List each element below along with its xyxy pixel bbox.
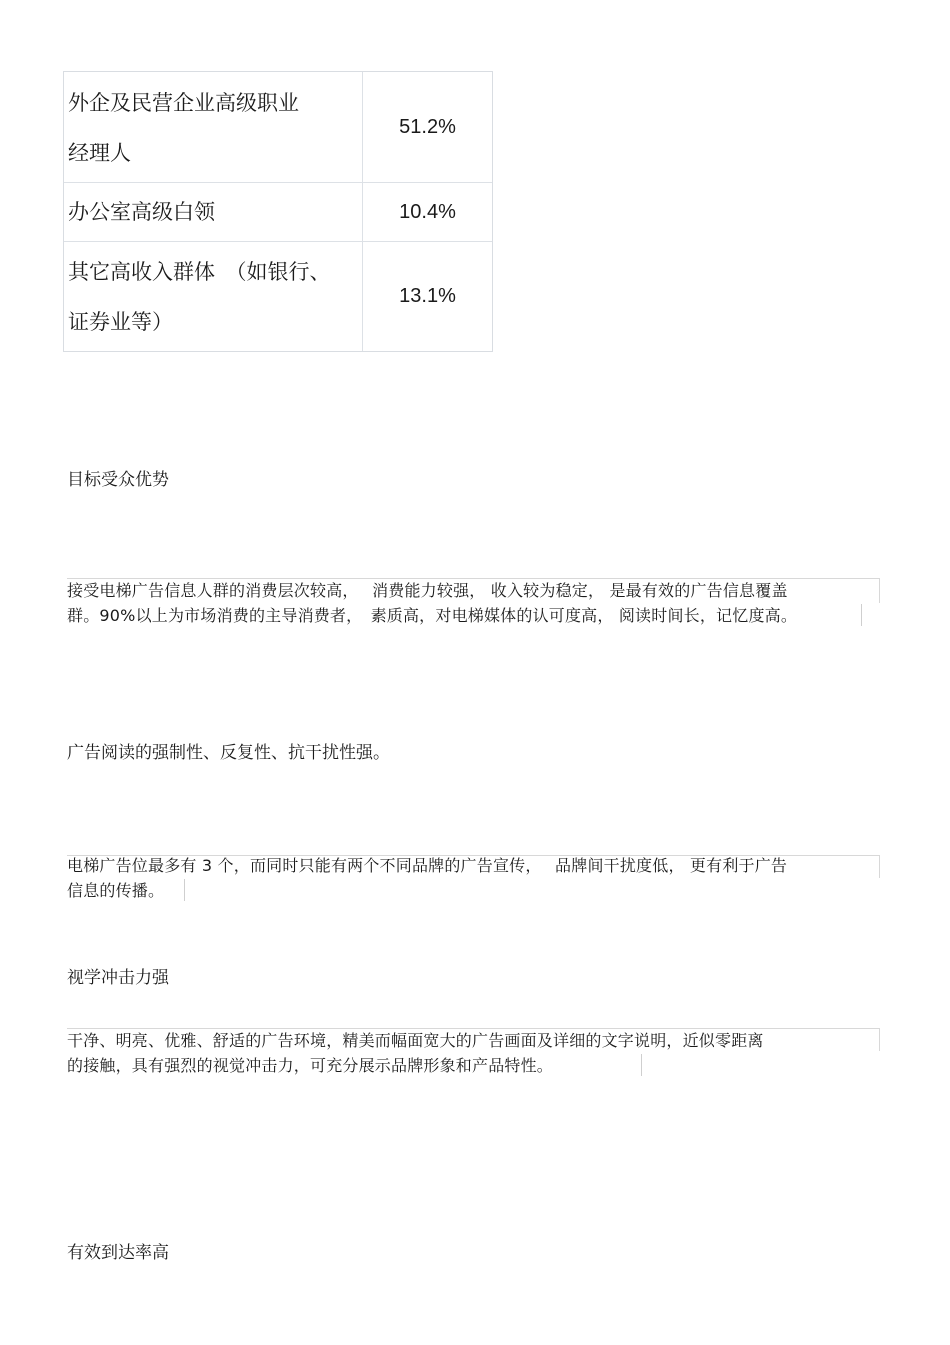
paragraph-visual-impact — [67, 1028, 879, 1078]
table-row — [64, 242, 492, 351]
table-cell-value: 13.1% — [362, 242, 492, 351]
table-cell-value: 10.4% — [362, 183, 492, 241]
label-line: 经理人 — [68, 141, 131, 165]
label-line: 其它高收入群体 （如银行、 — [68, 260, 331, 284]
table-cell-value: 51.2% — [362, 72, 492, 182]
paragraph-line: 干净、明亮、优雅、舒适的广告环境，精美而幅面宽大的广告画面及详细的文字说明，近似零距离 — [67, 1031, 764, 1050]
audience-income-table — [63, 71, 493, 352]
section-heading-forced-reading: 广告阅读的强制性、反复性、抗干扰性强。 — [67, 743, 390, 763]
paragraph-line: 信息的传播。 — [67, 881, 165, 900]
section-heading-reach-rate: 有效到达率高 — [67, 1243, 169, 1263]
paragraph-line: 的接触，具有强烈的视觉冲击力，可充分展示品牌形象和产品特性。 — [67, 1056, 554, 1075]
label-line: 外企及民营企业高级职业 — [68, 91, 299, 115]
label-line: 办公室高级白领 — [68, 200, 215, 224]
paragraph-line: 群。90%以上为市场消费的主导消费者， 素质高，对电梯媒体的认可度高， 阅读时间长，记忆度高。 — [67, 606, 798, 625]
section-heading-audience: 目标受众优势 — [67, 470, 169, 490]
section-heading-visual-impact: 视学冲击力强 — [67, 968, 169, 988]
table-cell-label — [68, 78, 360, 178]
label-line: 证券业等） — [68, 310, 173, 334]
paragraph-forced-reading — [67, 853, 879, 903]
table-row — [64, 183, 492, 242]
paragraph-audience — [67, 578, 879, 628]
paragraph-line: 电梯广告位最多有 3 个，而同时只能有两个不同品牌的广告宣传， 品牌间干扰度低， 更有利于广告 — [67, 856, 788, 875]
table-cell-label — [68, 187, 360, 237]
paragraph-line: 接受电梯广告信息人群的消费层次较高， 消费能力较强， 收入较为稳定， 是最有效的广告信息覆盖 — [67, 581, 788, 600]
table-cell-label — [68, 247, 360, 347]
table-row — [64, 72, 492, 183]
